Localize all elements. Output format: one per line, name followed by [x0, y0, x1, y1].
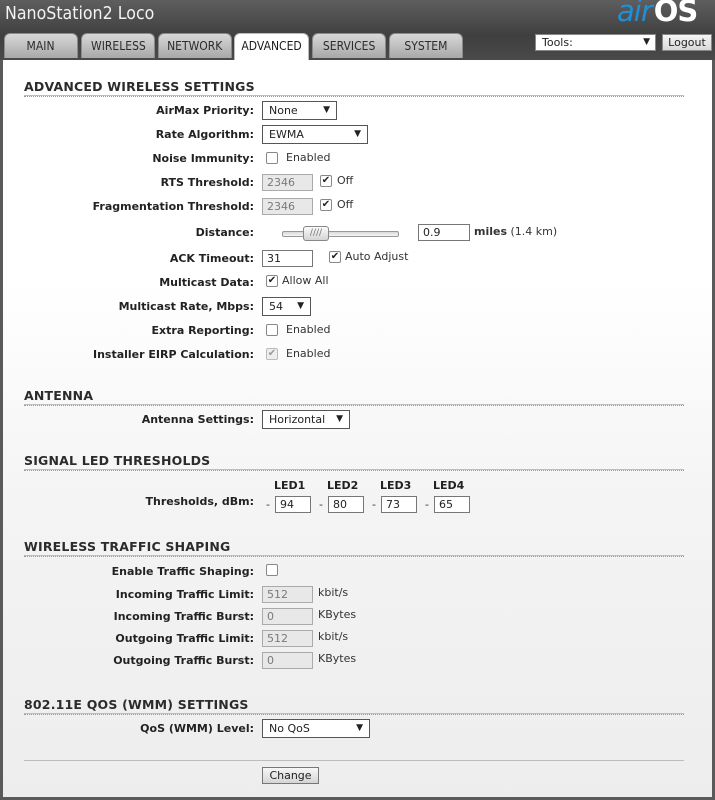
- chevron-down-icon: ▼: [336, 414, 343, 424]
- divider: [24, 404, 684, 406]
- divider: [24, 713, 684, 715]
- multicast-rate-label: Multicast Rate, Mbps:: [118, 300, 254, 313]
- eirp-calculation-checkbox[interactable]: ✔: [267, 348, 277, 359]
- content-panel: [3, 60, 712, 797]
- distance-slider-handle[interactable]: ////: [303, 226, 329, 241]
- section-qos: 802.11E QOS (WMM) SETTINGS: [24, 697, 249, 712]
- led1-header: LED1: [274, 479, 306, 492]
- fragmentation-off-label: Off: [337, 198, 354, 211]
- ack-timeout-label: ACK Timeout:: [169, 252, 254, 265]
- outgoing-burst-input[interactable]: 0: [262, 652, 313, 669]
- led3-header: LED3: [380, 479, 412, 492]
- extra-reporting-checkbox[interactable]: [266, 324, 278, 336]
- rts-threshold-input[interactable]: 2346: [262, 174, 313, 191]
- chevron-down-icon: ▼: [354, 129, 361, 139]
- section-antenna: ANTENNA: [24, 388, 94, 403]
- distance-slider-track[interactable]: [282, 231, 399, 237]
- fragmentation-off-checkbox[interactable]: ✔: [321, 199, 331, 210]
- incoming-limit-input[interactable]: 512: [262, 586, 313, 603]
- divider: [24, 760, 684, 761]
- change-button[interactable]: Change: [262, 767, 319, 784]
- airos-logo: airOS: [617, 0, 698, 28]
- antenna-settings-select[interactable]: Horizontal ▼: [262, 410, 350, 429]
- rate-algorithm-label: Rate Algorithm:: [155, 128, 254, 141]
- rts-off-label: Off: [337, 174, 354, 187]
- extra-reporting-enabled-label: Enabled: [286, 323, 331, 336]
- tab-wireless[interactable]: WIRELESS: [81, 33, 155, 58]
- tab-services[interactable]: SERVICES: [312, 33, 386, 58]
- qos-level-select[interactable]: No QoS ▼: [262, 719, 370, 738]
- multicast-rate-select[interactable]: 54 ▼: [262, 297, 311, 316]
- airmax-label: AirMax Priority:: [156, 104, 254, 117]
- distance-input[interactable]: 0.9: [418, 224, 470, 241]
- led2-dash: -: [319, 498, 323, 511]
- rts-threshold-label: RTS Threshold:: [160, 176, 254, 189]
- eirp-calculation-label: Installer EIRP Calculation:: [92, 348, 254, 361]
- tab-network[interactable]: NETWORK: [158, 33, 232, 58]
- multicast-allow-all-checkbox[interactable]: ✔: [267, 275, 277, 286]
- divider: [24, 555, 684, 557]
- rts-off-checkbox[interactable]: ✔: [321, 175, 331, 186]
- led1-dash: -: [266, 498, 270, 511]
- outgoing-burst-unit: KBytes: [318, 652, 357, 665]
- ack-timeout-input[interactable]: 31: [262, 250, 313, 267]
- distance-label: Distance:: [195, 226, 254, 239]
- incoming-burst-input[interactable]: 0: [262, 608, 313, 625]
- antenna-settings-label: Antenna Settings:: [141, 413, 254, 426]
- incoming-burst-unit: KBytes: [318, 608, 357, 621]
- incoming-limit-unit: kbit/s: [318, 586, 349, 599]
- enable-traffic-shaping-checkbox[interactable]: [266, 564, 278, 576]
- multicast-allow-all-label: Allow All: [282, 274, 329, 287]
- led4-header: LED4: [433, 479, 465, 492]
- ack-auto-adjust-checkbox[interactable]: ✔: [330, 251, 340, 262]
- device-name: NanoStation2 Loco: [5, 3, 155, 24]
- led3-input[interactable]: 73: [381, 496, 417, 513]
- enable-traffic-shaping-label: Enable Traffic Shaping:: [111, 565, 254, 578]
- qos-level-label: QoS (WMM) Level:: [140, 722, 254, 735]
- noise-immunity-checkbox[interactable]: [266, 152, 278, 164]
- led4-dash: -: [425, 498, 429, 511]
- section-traffic-shaping: WIRELESS TRAFFIC SHAPING: [24, 539, 231, 554]
- rate-algorithm-select[interactable]: EWMA ▼: [262, 125, 368, 144]
- fragmentation-threshold-label: Fragmentation Threshold:: [92, 200, 254, 213]
- chevron-down-icon: ▼: [356, 723, 363, 733]
- outgoing-limit-input[interactable]: 512: [262, 630, 313, 647]
- tools-dropdown[interactable]: Tools: ▼: [535, 34, 656, 51]
- chevron-down-icon: ▼: [323, 105, 330, 115]
- led4-input[interactable]: 65: [434, 496, 470, 513]
- multicast-data-label: Multicast Data:: [159, 276, 254, 289]
- logout-button[interactable]: Logout: [662, 34, 712, 51]
- distance-unit: miles (1.4 km): [474, 225, 558, 238]
- outgoing-limit-unit: kbit/s: [318, 630, 349, 643]
- section-signal-led: SIGNAL LED THRESHOLDS: [24, 453, 211, 468]
- divider: [24, 95, 684, 97]
- thresholds-label: Thresholds, dBm:: [145, 495, 254, 508]
- led2-input[interactable]: 80: [328, 496, 364, 513]
- fragmentation-threshold-input[interactable]: 2346: [262, 198, 313, 215]
- tab-main[interactable]: MAIN: [4, 33, 78, 58]
- divider: [24, 469, 684, 471]
- ack-auto-adjust-label: Auto Adjust: [345, 250, 409, 263]
- chevron-down-icon: ▼: [297, 301, 304, 311]
- extra-reporting-label: Extra Reporting:: [151, 324, 254, 337]
- outgoing-limit-label: Outgoing Traffic Limit:: [115, 632, 254, 645]
- outgoing-burst-label: Outgoing Traffic Burst:: [113, 654, 254, 667]
- tab-system[interactable]: SYSTEM: [389, 33, 463, 58]
- incoming-limit-label: Incoming Traffic Limit:: [115, 588, 254, 601]
- led2-header: LED2: [327, 479, 359, 492]
- led3-dash: -: [372, 498, 376, 511]
- airmax-priority-select[interactable]: None ▼: [262, 101, 337, 120]
- chevron-down-icon: ▼: [643, 37, 650, 47]
- incoming-burst-label: Incoming Traffic Burst:: [113, 610, 254, 623]
- led1-input[interactable]: 94: [275, 496, 311, 513]
- section-advanced-wireless: ADVANCED WIRELESS SETTINGS: [24, 79, 255, 94]
- eirp-calculation-enabled-label: Enabled: [286, 347, 331, 360]
- header-bar: [0, 0, 715, 60]
- tab-advanced[interactable]: ADVANCED: [234, 33, 309, 60]
- noise-immunity-enabled-label: Enabled: [286, 151, 331, 164]
- noise-immunity-label: Noise Immunity:: [152, 152, 254, 165]
